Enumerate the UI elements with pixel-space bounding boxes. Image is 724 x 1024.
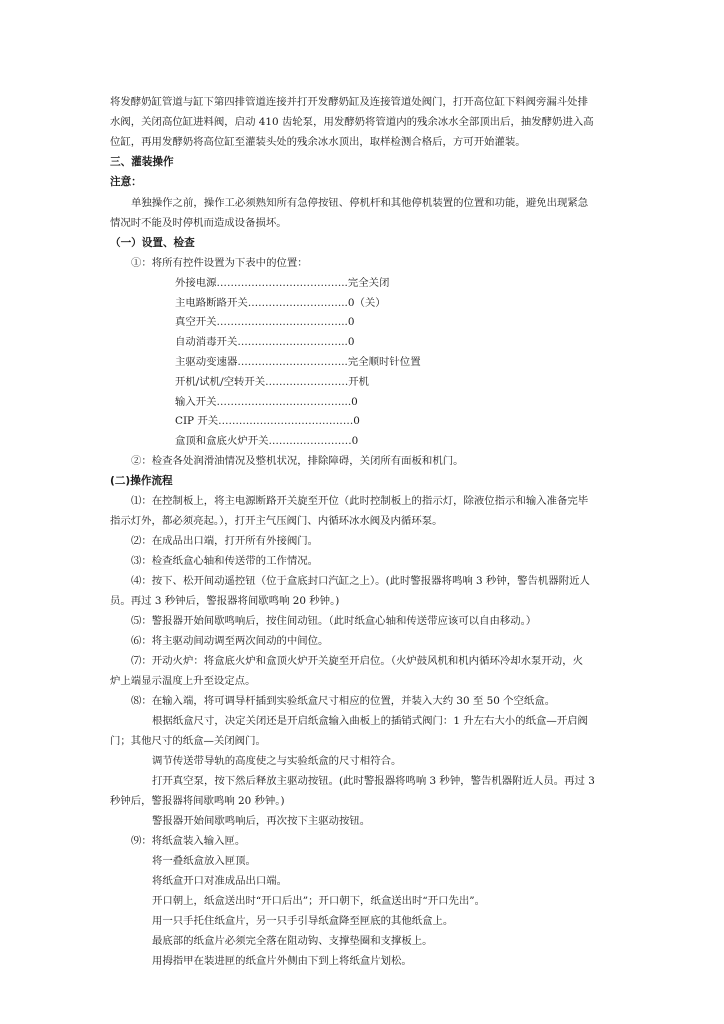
setting-row: 外接电源………………………………..完全关闭: [175, 277, 390, 289]
step-8-detail-line: 打开真空泵，按下然后释放主驱动按钮。(此时警报器将鸣响 3 秒钟，警告机器附近人员。再过 3: [152, 775, 595, 787]
setting-row: 真空开关………………………………..0: [175, 316, 355, 328]
step-4-line: ⑷：按下、松开间动遥控钮（位于盒底封口汽缸之上）。(此时警报器将鸣响 3 秒钟，警告机器附近人: [131, 575, 590, 587]
step-8: ⑻：在输入端，将可调导杆插到实验纸盒尺寸相应的位置，并装入大约 30 至 50 个空纸盒。: [131, 695, 556, 707]
step-2: ⑵：在成品出口端，打开所有外接阀门。: [131, 535, 319, 547]
step-1-line: ⑴：在控制板上，将主电源断路开关旋至开位（此时控制板上的指示灯，除液位指示和输入准备完毕: [131, 495, 589, 507]
subsection-title-setup: （一）设置、检查: [110, 237, 195, 249]
step-8-detail-line: 根据纸盒尺寸，决定关闭还是开启纸盒输入曲板上的插销式阀门：1 升左右大小的纸盒—开启阀: [152, 715, 588, 727]
section-title: 三、灌装操作: [110, 156, 174, 168]
subsection-title-process: (二)操作流程: [110, 475, 173, 487]
step-1-line: 指示灯外，都必须亮起。），打开主气压阀门、内循环冰水阀及内循环泵。: [110, 515, 443, 527]
step-3: ⑶：检查纸盒心轴和传送带的工作情况。: [131, 555, 319, 567]
setting-row: 自动消毒开关…………………………..0: [175, 336, 355, 348]
setting-row: 主驱动变速器…………………………..完全顺时针位置: [175, 356, 421, 368]
step-8-detail: 调节传送带导轨的高度使之与实验纸盒的尺寸相符合。: [152, 755, 402, 767]
step-9-detail: 开口朝上，纸盒送出时“开口后出”；开口朝下，纸盒送出时“开口先出”。: [152, 895, 485, 907]
note-line: 单独操作之前，操作工必须熟知所有急停按钮、停机杆和其他停机装置的位置和功能，避免出现紧急: [131, 197, 589, 209]
step-8-detail: 警报器开始间歇鸣响后，再次按下主驱动按钮。: [152, 815, 371, 827]
note-title: 注意：: [110, 176, 142, 188]
step-4-line: 员。再过 3 秒钟后，警报器将间歇鸣响 20 秒钟。): [110, 595, 340, 607]
setting-row: 输入开关………………………………...0: [175, 396, 358, 408]
step-9: ⑼：将纸盒装入输入匣。: [131, 835, 246, 847]
setting-row: 开机/试机/空转开关……………………开机: [175, 376, 370, 388]
step-7-line: ⑺：开动火炉：将盒底火炉和盒顶火炉开关旋至开启位。（火炉鼓风机和机内循环冷却水泵开动，火: [131, 655, 583, 667]
step-8-detail-line: 秒钟后，警报器将间歇鸣响 20 秒钟。): [110, 795, 285, 807]
step-9-detail: 将纸盒开口对准成品出口端。: [152, 875, 288, 887]
setting-row: 盒顶和盒底火炉开关……………………0: [175, 435, 359, 447]
step-9-detail: 将一叠纸盒放入匣顶。: [152, 855, 256, 867]
setup-item-1: ①：将所有控件设置为下表中的位置：: [131, 257, 308, 269]
step-9-detail: 用拇指甲在装进匣的纸盒片外侧由下到上将纸盒片划松。: [152, 955, 412, 967]
note-line: 情况时不能及时停机而造成设备损坏。: [110, 217, 287, 229]
step-5: ⑸：警报器开始间歇鸣响后，按住间动钮。（此时纸盒心轴和传送带应该可以自由移动。）: [131, 615, 537, 627]
step-6: ⑹：将主驱动间动调至两次间动的中间位。: [131, 635, 329, 647]
setup-item-2: ②：检查各处润滑油情况及整机状况，排除障碍，关闭所有面板和机门。: [131, 455, 464, 467]
intro-line: 将发酵奶缸管道与缸下第四排管道连接并打开发酵奶缸及连接管道处阀门，打开高位缸下料阀旁漏斗处排: [110, 96, 588, 108]
step-9-detail: 最底部的纸盒片必须完全落在阻动钩、支撑垫圈和支撑板上。: [152, 935, 433, 947]
intro-line: 位缸，再用发酵奶将高位缸至灌装头处的残余冰水顶出，取样检测合格后，方可开始灌装。: [110, 136, 526, 148]
step-8-detail-line: 门；其他尺寸的纸盒—关闭阀门。: [110, 735, 266, 747]
setting-row: CIP 开关…………………………………0: [175, 415, 360, 427]
intro-line: 水阀，关闭高位缸进料阀，启动 410 齿轮泵，用发酵奶将管道内的残余冰水全部顶出后，抽发酵奶进入高: [110, 116, 594, 128]
setting-row: 主电路断路开关………………………..0（关）: [175, 297, 386, 309]
step-9-detail: 用一只手托住纸盒片，另一只手引导纸盒降至匣底的其他纸盒上。: [152, 915, 454, 927]
step-7-line: 炉上端显示温度上升至设定点。: [110, 675, 256, 687]
